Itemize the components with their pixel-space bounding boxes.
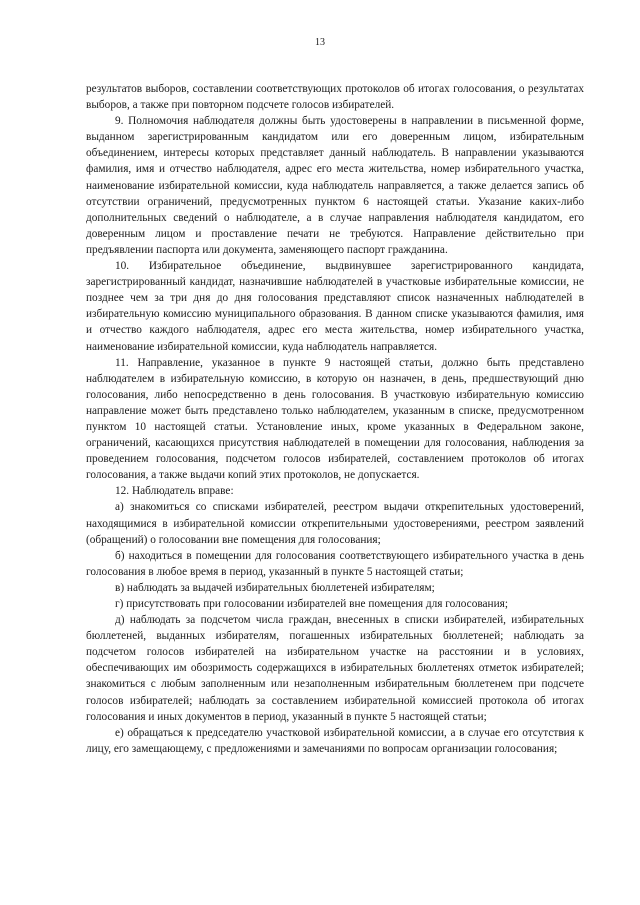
list-item-12b: б) находиться в помещении для голосования соответствующего избирательного участка в день голосования в любое время в период, указанный в пункте 5 настоящей статьи; <box>86 549 584 578</box>
paragraph-9: 9. Полномочия наблюдателя должны быть удостоверены в направлении в письменной форме, выданном зарегистрированным кандидатом или его доверенным лицом, избирательным объединением, интересы которых представляет данный наблюдатель. В направлении указываются фамилия, имя и отчество наблюдателя, адрес его места жительства, номер избирательного участка, наименование избирательной комиссии, куда наблюдатель направляется, а также делается запись об отсутствии ограничений, предусмотренных пунктом 6 настоящей статьи. Указание каких-либо дополнительных сведений о наблюдателе, а в случае направления наблюдателя кандидатом, его доверенным лицом и проставление печати не требуются. Направление действительно при предъявлении паспорта или документа, заменяющего паспорт гражданина. <box>86 115 584 256</box>
list-item-12a: а) знакомиться со списками избирателей, реестром выдачи открепительных удостоверений, находящимися в избирательной комиссии открепительными удостоверениями, реестром заявлений (обращений) о голосовании вне помещения для голосования; <box>86 501 584 546</box>
paragraph-10: 10. Избирательное объединение, выдвинувшее зарегистрированного кандидата, зарегистрированный кандидат, назначившие наблюдателей в участковые избирательные комиссии, не позднее чем за три дня до дня голосования представляют список назначенных наблюдателей в избирательную комиссию муниципального образования. В данном списке указываются фамилия, имя и отчество каждого наблюдателя, адрес его места жительства, номер избирательного участка, наименование избирательной комиссии, куда наблюдатель направляется. <box>86 260 584 353</box>
page-number: 13 <box>315 37 325 48</box>
paragraph-11: 11. Направление, указанное в пункте 9 настоящей статьи, должно быть представлено наблюдателем в избирательную комиссию, в которую он назначен, в день, предшествующий дню голосования, либо непосредственно в день голосования. В участковую избирательную комиссию направление может быть представлено только наблюдателем, указанным в списке, предусмотренном пунктом 10 настоящей статьи. Установление иных, кроме указанных в Федеральном законе, ограничений, касающихся присутствия наблюдателей в помещении для голосования, наблюдения за проведением голосования, подсчетом голосов избирателей, составлением протоколов об итогах голосования, а также выдачи копий этих протоколов, не допускается. <box>86 356 584 482</box>
list-item-12d: г) присутствовать при голосовании избирателей вне помещения для голосования; <box>115 598 508 610</box>
paragraph-continuation: результатов выборов, составлении соответствующих протоколов об итогах голосования, о результатах выборов, а также при повторном подсчете голосов избирателей. <box>86 83 584 112</box>
list-item-12c: в) наблюдать за выдачей избирательных бюллетеней избирателям; <box>115 581 435 594</box>
document-body <box>86 81 584 757</box>
list-item-12e: д) наблюдать за подсчетом числа граждан, внесенных в списки избирателей, избирательных бюллетеней, выданных избирателям, погашенных избирательных бюллетеней; наблюдать за подсчетом голосов избирателей на избирательном участке на расстоянии и в условиях, обеспечивающих им обозримость содержащихся в избирательных бюллетенях отметок избирателей; знакомиться с любым заполненным или незаполненным избирательным бюллетенем при подсчете голосов избирателей; наблюдать за составлением избирательной комиссией протокола об итогах голосования и иных документов в период, указанный в пункте 5 настоящей статьи; <box>86 614 584 723</box>
paragraph-12: 12. Наблюдатель вправе: <box>115 485 234 498</box>
list-item-12f: е) обращаться к председателю участковой избирательной комиссии, а в случае его отсутствия к лицу, его замещающему, с предложениями и замечаниями по вопросам организации голосования; <box>86 726 584 755</box>
